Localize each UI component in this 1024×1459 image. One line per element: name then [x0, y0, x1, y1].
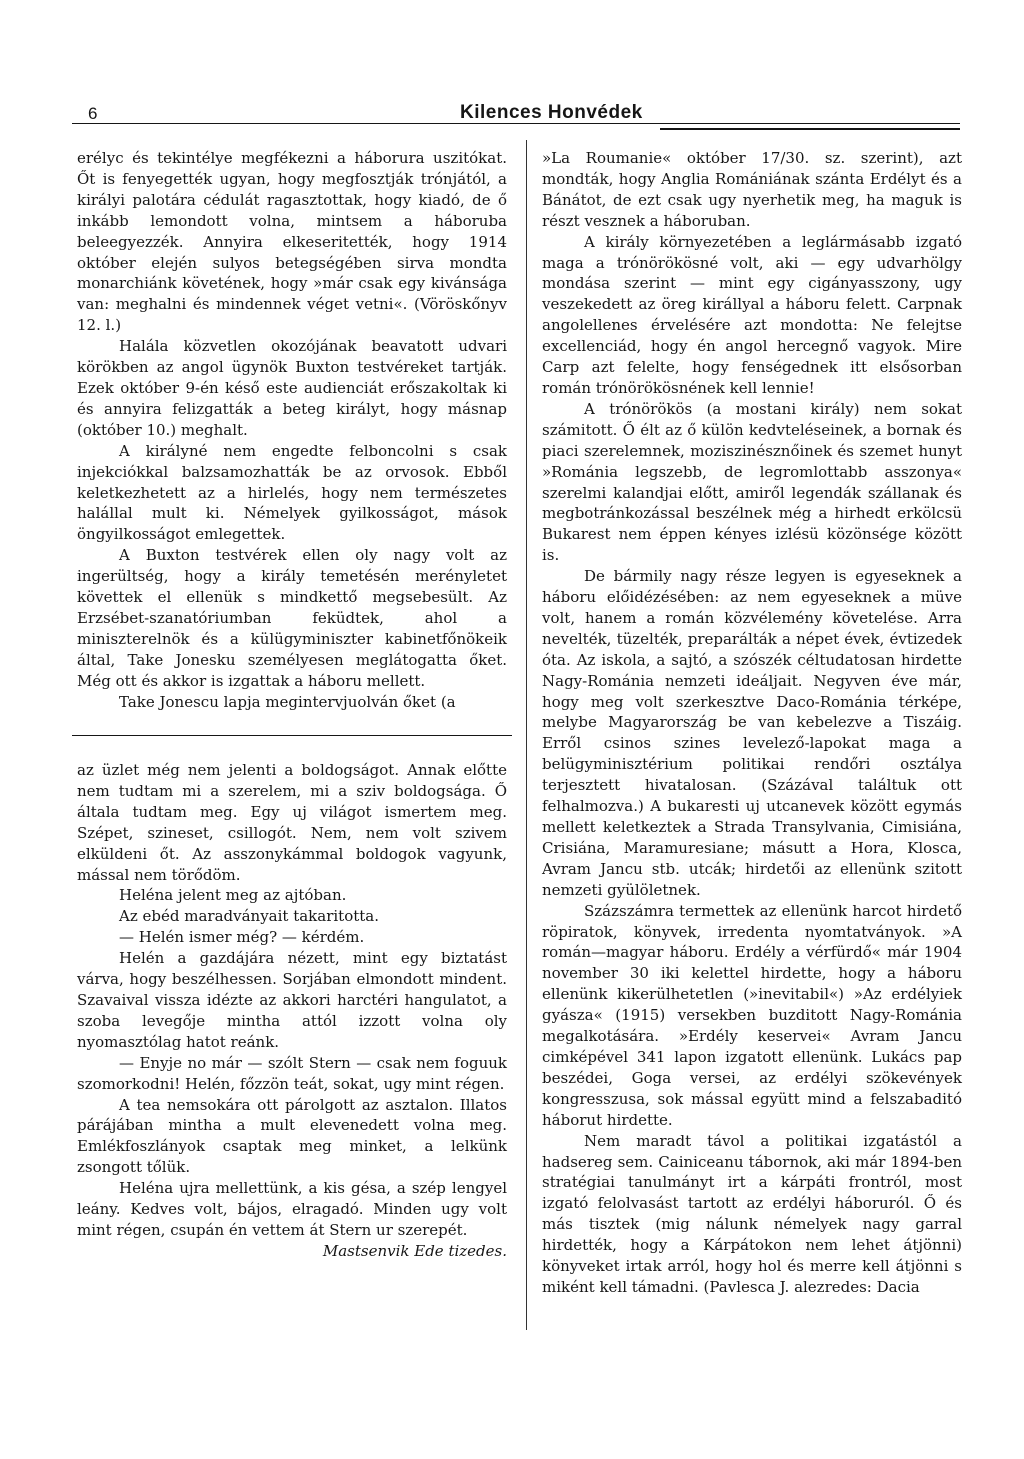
paragraph: Heléna jelent meg az ajtóban.: [119, 886, 347, 905]
paragraph: A trónörökös (a mostani király) nem sokat számitott. Ő élt az ő külön kedvteléseinek, a bornak és piaci szerelemnek, moziszinésznőinek és szemet hunyt »Románia legszebb, de legromlottabb asszonya« szerelmi kalandjai előtt, amiről legendák szállanak és megbotránkozással beszélnek még a hirhedt erkölcsü Bukarest nem éppen kényes izlésü közönsége között is.: [542, 399, 962, 565]
paragraph: A Buxton testvérek ellen oly nagy volt az ingerültség, hogy a király temetésén merényletet követtek el ellenük s mindkettő megsebesült. Az Erzsébet-szanatóriumban feküdtek, ahol a miniszterelnök és a külügyminiszter kabinetfőnökeik által, Take Jonesku személyesen meglátogatta őket. Még ott és akkor is izgattak a háboru mellett.: [77, 546, 507, 690]
paragraph: De bármily nagy része legyen is egyeseknek a háboru előidézésében: az nem egyeseknek a müve volt, hanem a román közvélemény követelése. Arra nevelték, tüzelték, preparálták a népet évek, évtizedek óta. Az iskola, a sajtó, a szószék céltudatosan hirdette Nagy-Románia nemzeti ideáljait. Negyven éve már, hogy meg volt szerkesztve Daco-Románia térképe, melybe Magyarország be van kebelezve a Tiszáig. Erről csinos szines levelező-lapokat maga a belügyminisztérium politikai rendőri osztálya terjesztett hivatalosan. (Százával találtuk ott felhalmozva.) A bukaresti uj utcanevek között egymás mellett keletkeztek a Strada Transylvania, Cimisiána, Crisiána, Maramuresiane; másutt a Hora, Klosca, Avram Jancu stb. utcák; hirdetői az ellenünk szitott nemzeti gyülöletnek.: [542, 567, 962, 899]
left-column-story: [77, 760, 507, 1262]
paragraph: A király környezetében a leglármásabb izgató maga a trónörökösné volt, aki — egy udvarhölgy mondása szerint — mint egy cigányasszony, ugy veszekedett az öreg királlyal a háboru felett. Carpnak angolellenes érvelésére azt mondotta: Ne felejtse excellenciád, hogy én angol hercegnő vagyok. Mire Carp azt felelte, hogy fenségednek itt elsősorban román trónörökösnének kell lennie!: [542, 232, 962, 397]
signature: Mastsenvik Ede tizedes.: [322, 1241, 507, 1260]
paragraph: Take Jonescu lapja megintervjuolván őket (a: [119, 692, 456, 711]
paragraph: Heléna ujra mellettünk, a kis gésa, a szép lengyel leány. Kedves volt, bájos, elragadó. Minden ugy volt mint régen, csupán én vettem át Stern ur szerepét.: [77, 1179, 507, 1239]
paragraph: erélyc és tekintélye megfékezni a háborura uszitókat. Őt is fenyegették ugyan, hogy megfosztják trónjától, a királyi palotára cédulát ragasztottak, hogy kiadó, de ő inkább lemondott volna, mintsem a háboruba beleegyezzék. Annyira elkeseritették, hogy 1914 október elején sulyos betegségében sirva mondta monarchiánk követének, hogy »már csak egy kivánsága van: meghalni és mindennek véget vetni«. (Vöröskőnyv 12. l.): [77, 149, 507, 335]
right-column-article: [542, 148, 962, 1298]
paragraph: — Helén ismer még? — kérdém.: [119, 928, 365, 947]
paragraph: Az ebéd maradványait takaritotta.: [119, 907, 379, 926]
running-title: Kilences Honvédek: [460, 102, 643, 123]
section-divider: [72, 735, 512, 736]
header-rule: [72, 123, 960, 124]
page-number: 6: [88, 104, 98, 123]
paragraph: — Enyje no már — szólt Stern — csak nem foguuk szomorkodni! Helén, főzzön teát, sokat, ugy mint régen.: [77, 1053, 507, 1093]
paragraph: A tea nemsokára ott párolgott az asztalon. Illatos párájában mintha a mult elevenedett volna meg. Emlékfoszlányok csaptak meg minket, a lelkünk zsongott tőlük.: [77, 1095, 507, 1177]
left-column-article: [77, 148, 507, 712]
paragraph: A királyné nem engedte felboncolni s csak injekciókkal balzsamozhatták be az orvosok. Ebből keletkezhetett az a hirlelés, hogy nem természetes halállal mult ki. Némelyek gyilkosságot, mások öngyilkosságot emlegettek.: [77, 441, 507, 544]
paragraph: Helén a gazdájára nézett, mint egy biztatást várva, hogy beszélhessen. Sorjában elmondott mindent. Szavaival vissza idézte az akkori harctéri hangulatot, a szoba levegője mintha attól izzott volna oly nyomasztólag hatot reánk.: [77, 949, 507, 1051]
column-divider: [526, 140, 527, 1330]
paragraph: Halála közvetlen okozójának beavatott udvari körökben az angol ügynök Buxton testvéreket tartják. Ezek október 9-én késő este audienciát erőszakoltak ki és annyira felizgatták a beteg királyt, hogy másnap (október 10.) meghalt.: [77, 337, 507, 439]
paragraph: Százszámra termettek az ellenünk harcot hirdető röpiratok, könyvek, irredenta nyomtatványok. »A román—magyar háboru. Erdély a vérfürdő« már 1904 november 30 iki kelettel hirdette, hogy a háboru ellenünk kikerülhetetlen (»inevitabil«) »Az erdélyiek gyásza« (1915) versekben buzditott Nagy-Románia megalkotására. »Erdély keservei« Avram Jancu cimképével 341 lapon izgatott ellenünk. Lukács pap beszédei, Goga versei, az erdélyi szökevények kongresszusa, sok mással együtt mind a felszabaditó háborut hirdette.: [542, 901, 962, 1129]
paragraph: Nem maradt távol a politikai izgatástól a hadsereg sem. Cainiceanu tábornok, aki már 1894-ben stratégiai tanulmányt irt a kárpáti frontról, most izgató felolvasást tartott az erdélyi háboruról. Ő és más tisztek (mig nálunk némelyek nagy garral hirdették, hogy a Kárpátokon nem lehet átjönni) könyveket irtak arról, hogy hol és merre kell átjönni s miként kell támadni. (Pavlesca J. alezredes: Dacia: [542, 1131, 962, 1296]
header-double-rule: [660, 128, 960, 130]
paragraph: az üzlet még nem jelenti a boldogságot. Annak előtte nem tudtam mi a szerelem, mi a sziv boldogsága. Ő általa tudtam meg. Egy uj világot ismertem meg. Szépet, szineset, csillogót. Nem, nem volt szivem elküldeni őt. Az asszonykámmal boldogok vagyunk, mással nem törődöm.: [77, 761, 507, 884]
paragraph: »La Roumanie« október 17/30. sz. szerint), azt mondták, hogy Anglia Romániának szánta Erdélyt és a Bánátot, de ezt csak ugy nyerhetik meg, ha maguk is részt vesznek a háboruban.: [542, 149, 962, 230]
